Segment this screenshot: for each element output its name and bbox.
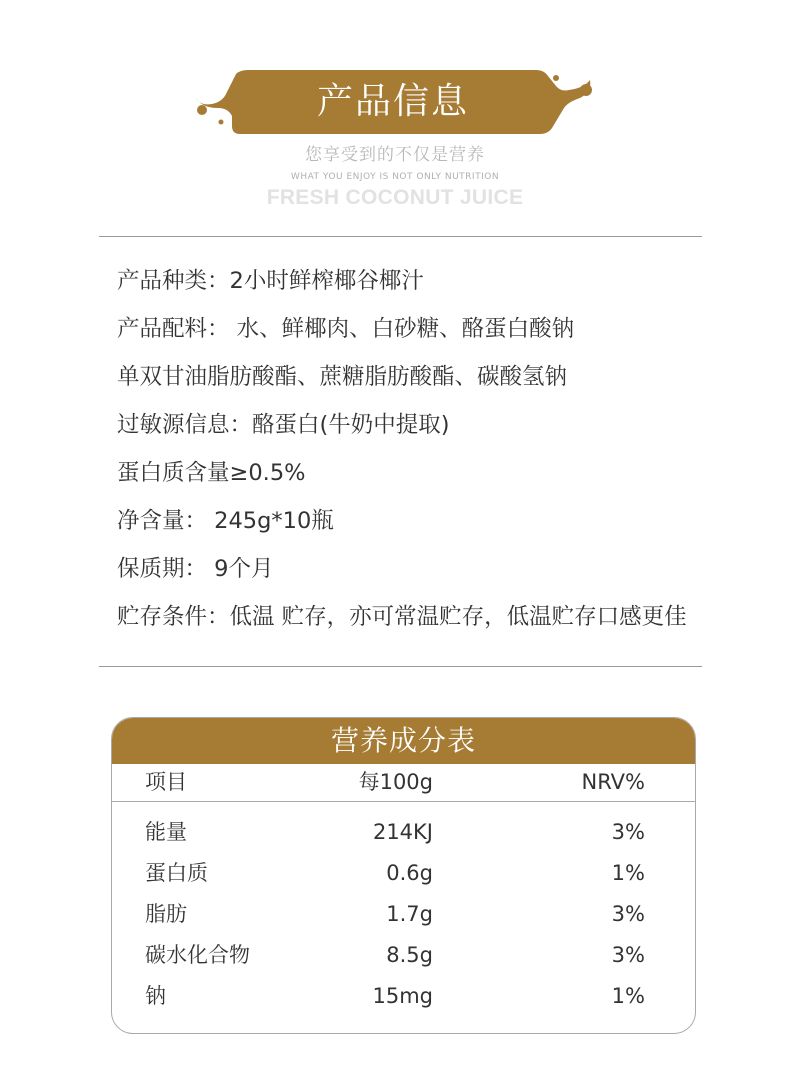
nutrient-name: 钠 — [145, 984, 166, 1008]
product-info-list — [117, 257, 777, 641]
table-row — [112, 855, 695, 896]
nutrient-nrv: 3% — [611, 902, 645, 926]
subtitle-english-large: FRESH COCONUT JUICE — [266, 186, 524, 209]
column-header-per-100g: 每100g — [358, 770, 433, 794]
nutrient-nrv: 3% — [611, 943, 645, 967]
table-row — [112, 814, 695, 855]
nutrient-nrv: 1% — [611, 984, 645, 1008]
nutrient-name: 脂肪 — [145, 902, 187, 926]
info-line-ingredients-cont: 单双甘油脂肪酸酯、蔗糖脂肪酸酯、碳酸氢钠 — [117, 364, 568, 390]
info-line-net-content: 净含量： 245g*10瓶 — [117, 508, 334, 534]
column-header-item: 项目 — [145, 770, 187, 794]
nutrient-amount: 0.6g — [386, 861, 433, 885]
info-line-category: 产品种类：2小时鲜榨椰谷椰汁 — [117, 268, 424, 294]
subtitle-english-small: WHAT YOU ENJOY IS NOT ONLY NUTRITION — [290, 172, 500, 182]
info-line-protein: 蛋白质含量≥0.5% — [117, 460, 306, 486]
table-row — [112, 937, 695, 978]
info-line-storage: 贮存条件：低温 贮存，亦可常温贮存，低温贮存口感更佳 — [117, 604, 687, 630]
divider-bottom — [99, 666, 702, 667]
page-title: 产品信息 — [316, 81, 469, 122]
nutrient-amount: 15mg — [372, 984, 433, 1008]
nutrition-table-title: 营养成分表 — [112, 718, 695, 764]
nutrient-name: 能量 — [145, 820, 187, 844]
nutrient-amount: 214KJ — [372, 820, 433, 844]
table-header-divider — [112, 801, 695, 802]
nutrient-nrv: 1% — [611, 861, 645, 885]
nutrient-nrv: 3% — [611, 820, 645, 844]
nutrition-table — [111, 717, 696, 1034]
info-line-ingredients: 产品配料： 水、鲜椰肉、白砂糖、酪蛋白酸钠 — [117, 316, 575, 342]
info-line-allergen: 过敏源信息：酪蛋白(牛奶中提取) — [117, 412, 450, 438]
table-header-row — [112, 764, 695, 805]
subtitle-chinese: 您享受到的不仅是营养 — [305, 145, 485, 165]
nutrient-name: 碳水化合物 — [145, 943, 250, 967]
column-header-nrv: NRV% — [581, 770, 645, 794]
nutrient-amount: 8.5g — [386, 943, 433, 967]
table-row — [112, 978, 695, 1019]
table-row — [112, 896, 695, 937]
divider-top — [99, 236, 702, 237]
nutrient-name: 蛋白质 — [145, 861, 208, 885]
info-line-shelf-life: 保质期： 9个月 — [117, 556, 274, 582]
nutrient-amount: 1.7g — [386, 902, 433, 926]
